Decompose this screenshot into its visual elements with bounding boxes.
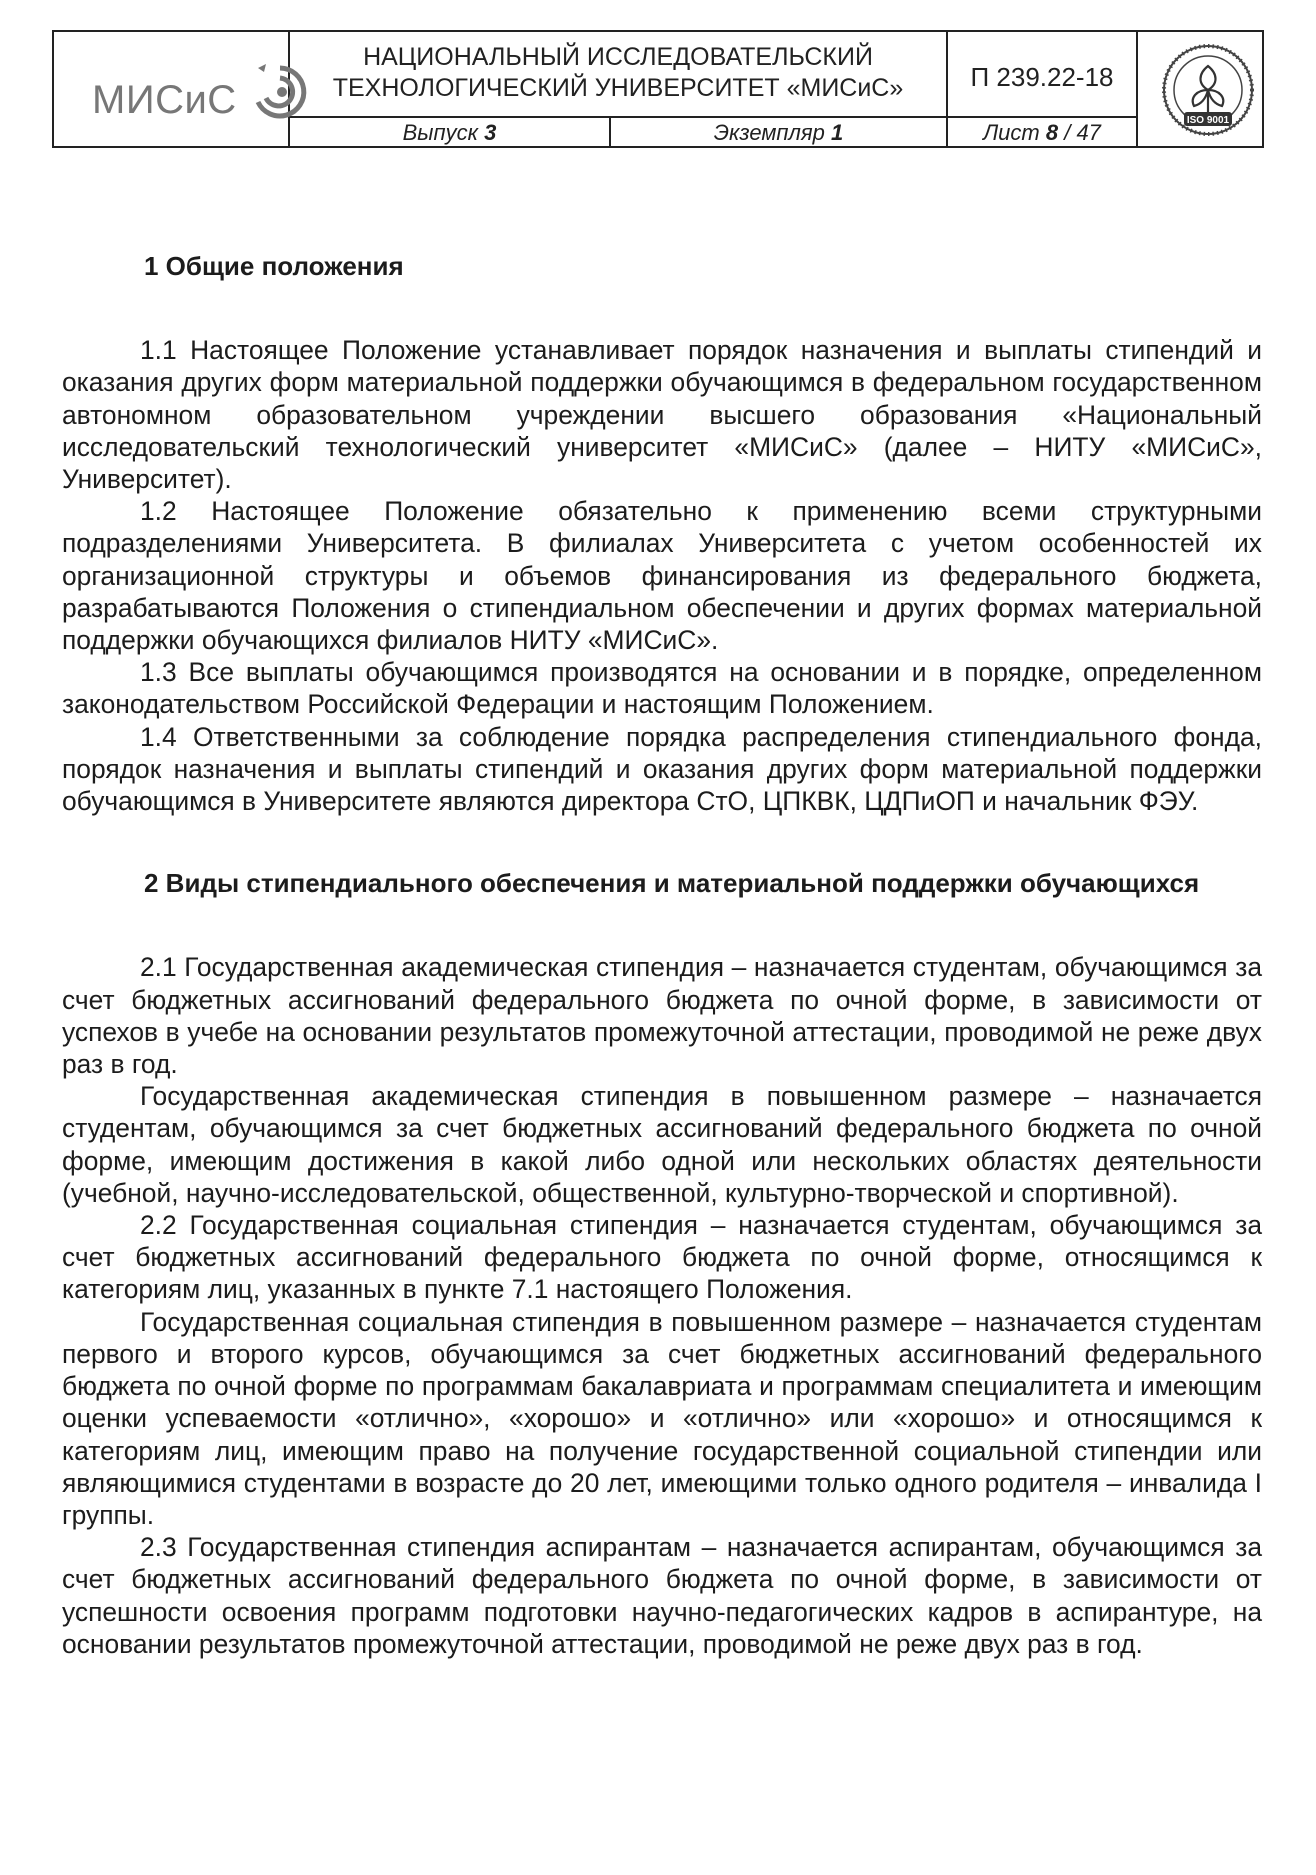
paragraph: 2.1 Государственная академическая стипендия – назначается студентам, обучающимся за счет бюджетных ассигнований федерального бюджета по очной форме, в зависимости от успехов в учебе на основании результатов промежуточной аттестации, проводимой не реже двух раз в год. — [62, 952, 1262, 1080]
university-line-1: НАЦИОНАЛЬНЫЙ ИССЛЕДОВАТЕЛЬСКИЙ — [363, 43, 873, 71]
paragraph: 1.1 Настоящее Положение устанавливает порядок назначения и выплаты стипендий и оказания других форм материальной поддержки обучающимся в федеральном государственном автономном образовательном учреждении высшего образования «Национальный исследовательский технологический университет «МИСиС» (далее – НИТУ «МИСиС», Университет). — [62, 335, 1262, 495]
paragraph: 1.2 Настоящее Положение обязательно к применению всеми структурными подразделениями Университета. В филиалах Университета с учетом особенностей их организационной структуры и объемов финансирования из федерального бюджета, разрабатываются Положения о стипендиальном обеспечении и других формах материальной поддержки обучающихся филиалов НИТУ «МИСиС». — [62, 496, 1262, 656]
copy-label: Экземпляр — [713, 120, 825, 145]
paragraph: Государственная социальная стипендия в повышенном размере – назначается студентам первого и второго курсов, обучающимся за счет бюджетных ассигнований федерального бюджета по очной форме по программам бакалавриата и программам специалитета и имеющим оценки успеваемости «отлично», «хорошо» и «отлично» или «хорошо» и относящимся к категориям лиц, имеющим право на получение государственной социальной стипендии или являющимися студентами в возрасте до 20 лет, имеющими только одного родителя – инвалида I группы. — [62, 1306, 1262, 1530]
document-code: П 239.22-18 — [970, 62, 1114, 92]
paragraph: 1.4 Ответственными за соблюдение порядка распределения стипендиального фонда, порядок назначения и выплаты стипендий и оказания других форм материальной поддержки обучающимся в Университете являются директора СтО, ЦПКВК, ЦДПиОП и начальник ФЭУ. — [62, 721, 1262, 817]
university-line-2: ТЕХНОЛОГИЧЕСКИЙ УНИВЕРСИТЕТ «МИСиС» — [332, 74, 904, 102]
paragraph: Государственная академическая стипендия в повышенном размере – назначается студентам, обучающимся за счет бюджетных ассигнований федерального бюджета по очной форме, имеющим достижения в какой либо одной или нескольких областях деятельности (учебной, научно-исследовательской, общественной, культурно-творческой и спортивной). — [62, 1081, 1262, 1208]
copy-cell — [611, 119, 946, 147]
iso-seal-icon — [1158, 40, 1258, 140]
logo-text: МИСиС — [92, 78, 237, 122]
copy-value: 1 — [831, 120, 844, 145]
seal-text: ISO 9001 — [1186, 115, 1230, 126]
issue-label: Выпуск — [402, 120, 478, 145]
sheet-label: Лист — [983, 120, 1040, 145]
document-header — [52, 30, 1264, 148]
document-body — [62, 250, 1262, 1660]
paragraph: 1.3 Все выплаты обучающимся производятся на основании и в порядке, определенном законодательством Российской Федерации и настоящим Положением. — [62, 657, 1262, 720]
issue-value: 3 — [484, 120, 497, 145]
section-heading: 1 Общие положения — [144, 251, 404, 281]
university-name — [290, 42, 946, 104]
issue-cell — [290, 119, 609, 147]
divider — [288, 116, 1136, 118]
sheet-total: / 47 — [1064, 120, 1101, 145]
paragraph: 2.2 Государственная социальная стипендия – назначается студентам, обучающимся за счет бюджетных ассигнований федерального бюджета по очной форме, относящимся к категориям лиц, указанных в пункте 7.1 настоящего Положения. — [62, 1210, 1262, 1305]
divider — [1136, 32, 1138, 146]
sheet-cell — [948, 119, 1136, 147]
sheet-value: 8 — [1045, 120, 1059, 145]
paragraph: 2.3 Государственная стипендия аспирантам – назначается аспирантам, обучающимся за счет бюджетных ассигнований федерального бюджета по очной форме, в зависимости от успешности освоения программ подготовки научно-педагогических кадров в аспирантуре, на основании результатов промежуточной аттестации, проводимой не реже двух раз в год. — [62, 1532, 1262, 1659]
logo — [54, 32, 288, 146]
section-heading: 2 Виды стипендиального обеспечения и материальной поддержки обучающихся — [144, 868, 1200, 899]
